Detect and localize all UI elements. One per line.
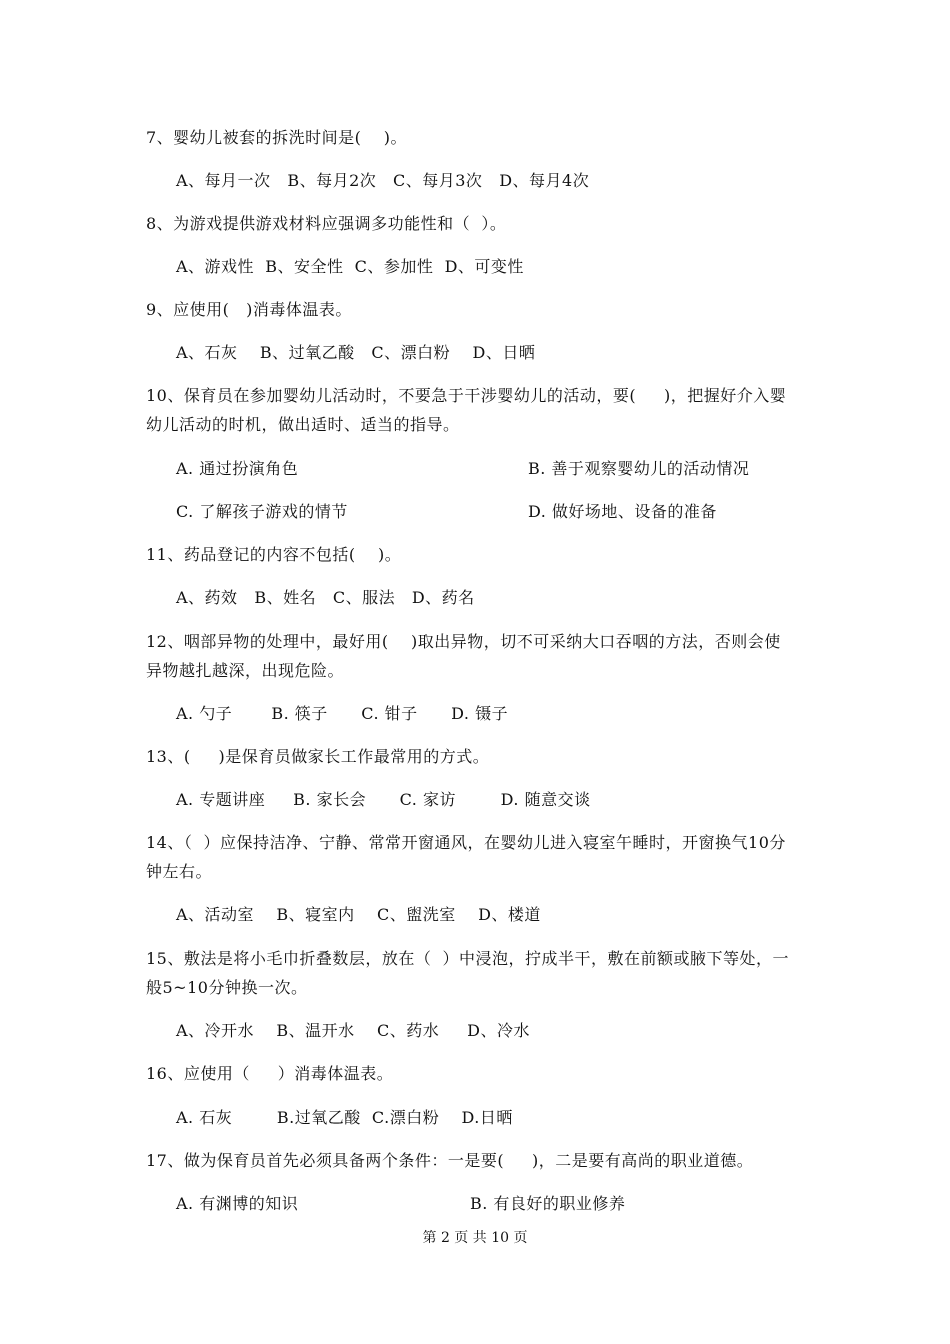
question-14-options: A、活动室 B、寝室内 C、盥洗室 D、楼道 (176, 905, 541, 924)
question-13-options: A. 专题讲座 B. 家长会 C. 家访 D. 随意交谈 (176, 790, 591, 809)
question-11-options: A、药效 B、姓名 C、服法 D、药名 (176, 588, 475, 607)
question-10-option-b: B. 善于观察婴幼儿的活动情况 (528, 459, 750, 478)
question-16-options: A. 石灰 B.过氧乙酸 C.漂白粉 D.日晒 (176, 1108, 513, 1127)
question-9: 9、应使用( )消毒体温表。 (146, 300, 352, 319)
question-15-options: A、冷开水 B、温开水 C、药水 D、冷水 (176, 1021, 531, 1040)
question-10-line2: 幼儿活动的时机，做出适时、适当的指导。 (146, 415, 460, 434)
question-16: 16、应使用（ ）消毒体温表。 (146, 1064, 394, 1083)
question-10-option-a: A. 通过扮演角色 (176, 459, 299, 478)
question-12-line1: 12、咽部异物的处理中，最好用( )取出异物，切不可采纳大口吞咽的方法，否则会使 (146, 632, 781, 651)
question-7-options: A、每月一次 B、每月2次 C、每月3次 D、每月4次 (176, 171, 590, 190)
question-17-option-b: B. 有良好的职业修养 (470, 1194, 626, 1213)
question-12-line2: 异物越扎越深，出现危险。 (146, 661, 345, 680)
question-15-line1: 15、敷法是将小毛巾折叠数层，放在（ ）中浸泡，拧成半干，敷在前额或腋下等处，一 (146, 949, 790, 968)
question-10-option-c: C. 了解孩子游戏的情节 (176, 502, 348, 521)
question-9-options: A、石灰 B、过氧乙酸 C、漂白粉 D、日晒 (176, 343, 536, 362)
question-8: 8、为游戏提供游戏材料应强调多功能性和（ ）。 (146, 214, 507, 233)
question-17: 17、做为保育员首先必须具备两个条件：一是要( )，二是要有高尚的职业道德。 (146, 1151, 754, 1170)
page-number-footer: 第 2 页 共 10 页 (422, 1230, 528, 1246)
question-12-options: A. 勺子 B. 筷子 C. 钳子 D. 镊子 (176, 704, 509, 723)
question-11: 11、药品登记的内容不包括( )。 (146, 545, 402, 564)
question-10-line1: 10、保育员在参加婴幼儿活动时，不要急于干涉婴幼儿的活动，要( )，把握好介入婴 (146, 386, 787, 405)
question-8-options: A、游戏性 B、安全性 C、参加性 D、可变性 (176, 257, 524, 276)
question-14-line1: 14、（ ）应保持洁净、宁静、常常开窗通风，在婴幼儿进入寝室午睡时，开窗换气10分 (146, 833, 786, 852)
question-15-line2: 般5~10分钟换一次。 (146, 978, 308, 997)
question-14-line2: 钟左右。 (146, 862, 213, 881)
question-7: 7、婴幼儿被套的拆洗时间是( )。 (146, 128, 408, 147)
question-10-option-d: D. 做好场地、设备的准备 (528, 502, 717, 521)
question-17-option-a: A. 有渊博的知识 (176, 1194, 299, 1213)
question-13: 13、( )是保育员做家长工作最常用的方式。 (146, 747, 490, 766)
